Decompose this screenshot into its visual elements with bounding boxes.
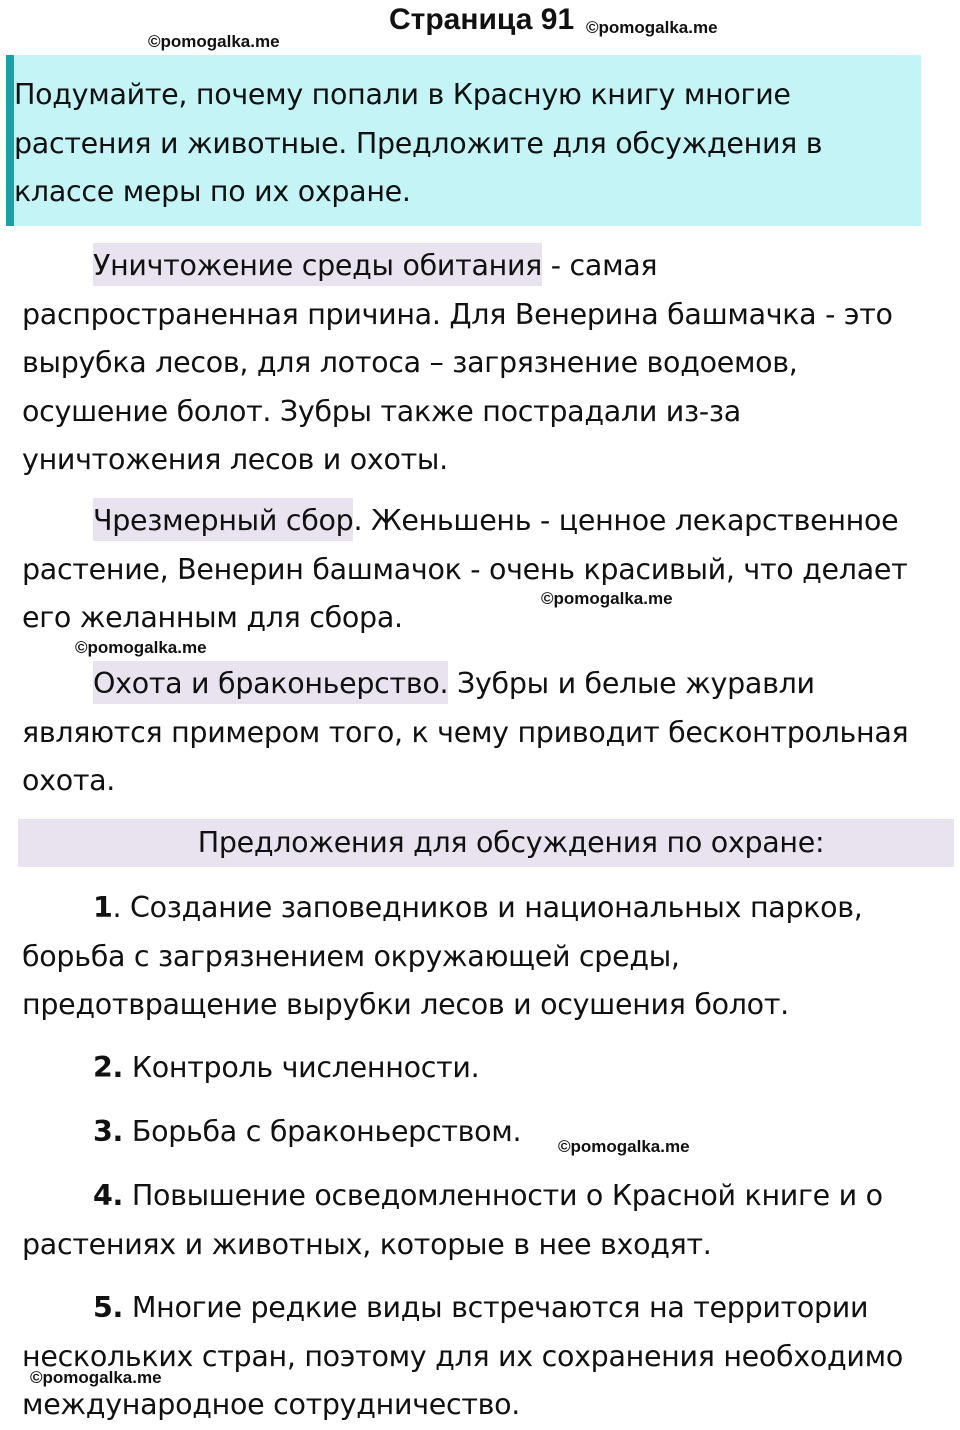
watermark: ©pomogalka.me xyxy=(75,638,207,657)
watermark: ©pomogalka.me xyxy=(148,32,280,51)
suggestions-heading: Предложения для обсуждения по охране: xyxy=(197,826,825,859)
suggestion-text: Многие редкие виды встречаются на территории нескольких стран, поэтому для их сохранения необходимо международное сотрудничество. xyxy=(22,1291,903,1421)
reason-text: . Женьшень - ценное лекарственное растение, Венерин башмачок - очень красивый, что делает его желанным для сбора. xyxy=(22,504,908,634)
watermark: ©pomogalka.me xyxy=(541,589,673,608)
suggestion-number: 2. xyxy=(93,1051,124,1084)
suggestion-item xyxy=(22,1044,942,1093)
watermark: ©pomogalka.me xyxy=(30,1368,162,1387)
page-title: Страница 91 xyxy=(389,3,575,36)
reason-text: Зубры и белые журавли являются примером того, к чему приводит бесконтрольная охота. xyxy=(22,667,909,797)
suggestion-number: 4. xyxy=(93,1179,124,1212)
reason-paragraph xyxy=(22,660,942,806)
suggestion-text: Контроль численности. xyxy=(123,1051,480,1084)
reason-heading: Уничтожение среды обитания xyxy=(93,249,543,282)
reason-paragraph xyxy=(22,242,942,485)
task-text: Подумайте, почему попали в Красную книгу многие растения и животные. Предложите для обсуждения в классе меры по их охране. xyxy=(14,78,823,208)
suggestion-number: 3. xyxy=(93,1115,124,1148)
suggestion-text: Борьба с браконьерством. xyxy=(123,1115,522,1148)
suggestion-item xyxy=(22,1108,942,1157)
suggestion-item xyxy=(22,1284,942,1430)
suggestion-text: . Создание заповедников и национальных парков, борьба с загрязнением окружающей среды, предотвращение вырубки лесов и осушения болот. xyxy=(22,891,863,1021)
suggestion-number: 5. xyxy=(93,1291,124,1324)
watermark: ©pomogalka.me xyxy=(586,18,718,37)
reason-paragraph xyxy=(22,497,942,643)
suggestion-item xyxy=(22,1172,942,1269)
reason-heading: Охота и браконьерство. xyxy=(93,667,449,700)
suggestion-item xyxy=(22,884,942,1030)
reason-heading: Чрезмерный сбор xyxy=(93,504,354,537)
watermark: ©pomogalka.me xyxy=(558,1137,690,1156)
suggestion-text: Повышение осведомленности о Красной книге и о растениях и животных, которые в нее входят. xyxy=(22,1179,883,1261)
suggestion-number: 1 xyxy=(93,891,113,924)
reason-text: - самая распространенная причина. Для Венерина башмачка - это вырубка лесов, для лотоса – загрязнение водоемов, осушение болот. Зубры также пострадали из-за уничтожения лесов и охоты. xyxy=(22,249,893,476)
